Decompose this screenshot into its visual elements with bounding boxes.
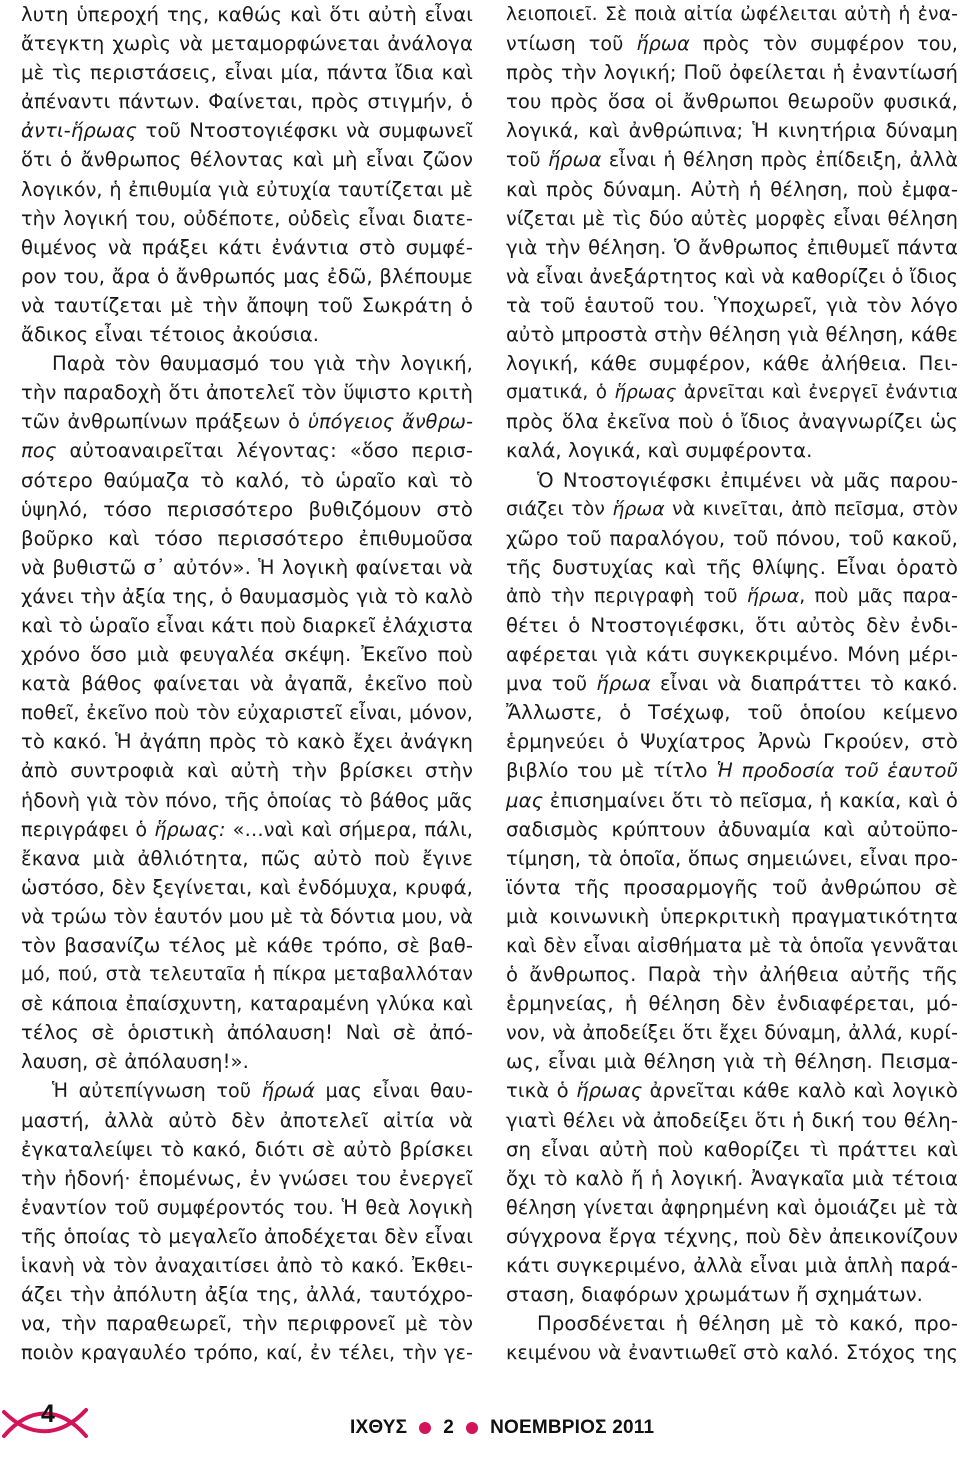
text-line: ἔκανα μιὰ ἀθλιότητα, πῶς αὐτὸ ποὺ ἔγινε: [21, 846, 473, 870]
text-line: λαυση, σὲ ἀπόλαυση!».: [21, 1050, 249, 1074]
text-line: ἐγκαταλείψει τὸ κακό, διότι σὲ αὐτὸ βρίσκει: [21, 1137, 473, 1161]
text-segment: τῶν ἀνθρωπίνων πράξεων ὁ: [21, 410, 308, 434]
text-segment: βιβλίο του μὲ τίτλο: [506, 759, 717, 783]
text-line: καὶ τὸ ὡραῖο εἶναι κάτι ποὺ διαρκεῖ ἐλάχιστα: [21, 613, 473, 637]
italic-text: ἥρωα: [548, 148, 602, 172]
text-line: [506, 145, 958, 174]
text-line: τέλος σὲ ὁριστικὴ ἀπόλαυση! Ναὶ σὲ ἀπό-: [21, 1021, 473, 1045]
text-line: χάνει τὴν ἀξία της, ὁ θαυμασμὸς γιὰ τὸ καλὸ: [21, 584, 473, 608]
text-line: [21, 407, 473, 436]
italic-text: ἥρωας:: [154, 817, 226, 841]
text-line: σότερο θαύμαζα τὸ καλό, τὸ ὡραῖο καὶ τὸ: [21, 468, 473, 492]
text-line: [21, 815, 473, 844]
text-line: κάτι συγκεριμένο, ἀλλὰ εἶναι μιὰ ἁπλὴ παρά-: [506, 1254, 958, 1278]
magazine-name: ΙΧΘΥΣ: [350, 1417, 408, 1438]
text-line: τὸ κακό. Ἡ ἀγάπη πρὸς τὸ κακὸ ἔχει ἀνάγκη: [21, 730, 473, 754]
issue-number: 2: [443, 1417, 455, 1438]
text-line: Ἄλλωστε, ὁ Τσέχωφ, τοῦ ὁποίου κείμενο: [506, 701, 958, 725]
text-line: τὸν βασανίζω τέλος μὲ κάθε τρόπο, σὲ βαθ-: [21, 934, 473, 957]
page-number: 4: [41, 1400, 55, 1428]
text-line: χῶρο τοῦ παραλόγου, τοῦ πόνου, τοῦ κακοῦ,: [506, 526, 958, 550]
separator-dot: [419, 1422, 431, 1434]
text-line: σαδισμὸς κρύπτουν ἀδυναμία καὶ αὐτοϋπο-: [506, 817, 958, 841]
text-line: ση εἶναι αὐτὴ ποὺ καθορίζει τὶ πράττει καὶ: [506, 1137, 958, 1161]
text-line: τὴν λογική του, οὐδέποτε, οὐδεὶς εἶναι διατε-: [21, 206, 473, 230]
text-line: ἑρμηνεύει ὁ Ψυχίατρος Ἀρνὼ Γκρούεν, στὸ: [506, 730, 958, 754]
text-line: [21, 436, 473, 465]
text-line: άζει τὴν ἀπόλυτη ἀξία της, ἀλλά, ταυτόχρο-: [21, 1283, 473, 1307]
text-line: Ὁ Ντοστογιέφσκι ἐπιμένει νὰ μᾶς παρου-: [537, 468, 958, 492]
text-line: ἑρμηνείας, ἡ θέληση δὲν ἐνδιαφέρεται, μό-: [506, 992, 958, 1016]
text-line: θέληση γίνεται ἀφηρημένη καὶ ὁμοιάζει μὲ τὰ: [506, 1195, 958, 1219]
text-segment: ἀρνεῖται καὶ ἐνεργεῖ ἐνάντια: [676, 382, 958, 404]
italic-text: ἥρωα: [636, 32, 690, 56]
text-line: ἀπέναντι πάντων. Φαίνεται, πρὸς στιγμήν, ὁ: [21, 90, 473, 114]
text-line: Προσδένεται ἡ θέληση μὲ τὸ κακό, προ-: [537, 1312, 958, 1336]
text-line: μό, πού, στὰ τελευταῖα ἡ πίκρα μεταβαλλόταν: [21, 964, 473, 986]
text-line: ὁ ἄνθρωπος. Παρὰ τὴν ἀλήθεια αὐτῆς τῆς: [506, 963, 958, 987]
text-line: [506, 378, 958, 407]
text-line: τὴν παραδοχὴ ὅτι ἀποτελεῖ τὸν ὕψιστο κριτὴ: [21, 381, 473, 405]
text-line: τὴν ἡδονή· ἑπομένως, ἐν γνώσει του ἐνεργεῖ: [21, 1166, 473, 1190]
text-line: του πρὸς ὅσα οἱ ἄνθρωποι θεωροῦν φυσικά,: [506, 90, 958, 114]
text-segment: ἀπὸ τὴν περιγραφὴ τοῦ: [506, 585, 747, 607]
text-line: μιὰ κοινωνικὴ ὑπερκριτικὴ πραγματικότητα: [506, 904, 958, 928]
text-line: ἐναντίον τοῦ συμφέροντός του. Ἡ θεὰ λογικὴ: [21, 1195, 473, 1219]
text-segment: μας εἶναι θαυ-: [315, 1079, 473, 1103]
text-line: ὑψηλό, τόσο περισσότερο βυθιζόμουν στὸ: [21, 497, 473, 521]
text-line: [506, 669, 958, 698]
text-line: λυτη ὑπεροχή της, καθώς καὶ ὅτι αὐτὴ εἶναι: [21, 3, 473, 26]
text-segment: εἶναι νὰ διαπράττει τὸ κακό.: [650, 672, 958, 696]
text-segment: «…ναὶ καὶ σήμερα, πάλι,: [225, 817, 473, 841]
page-footer: [0, 1392, 960, 1458]
text-segment: τοῦ Ντοστογιέφσκι νὰ συμφωνεῖ: [137, 119, 473, 143]
text-line: ἄδικος εἶναι τέτοιος ἀκούσια.: [21, 323, 320, 347]
italic-text: Ἡ προδοσία τοῦ ἑαυτοῦ: [716, 759, 958, 783]
text-line: νὰ ταυτίζεται μὲ τὴν ἄποψη τοῦ Σωκράτη ὁ: [21, 293, 473, 317]
text-line: [506, 756, 958, 785]
text-segment: πρὸς τὸν συμφέρον του,: [689, 32, 958, 56]
text-segment: σματικά, ὁ: [506, 382, 615, 404]
text-line: ποθεῖ, ἐκεῖνο ποὺ τὸν εὐχαριστεῖ εἶναι, μόνον,: [21, 701, 473, 725]
text-line: σταση, διαφόρων χρωμάτων ἤ σχημάτων.: [506, 1283, 923, 1307]
text-line: [506, 495, 958, 524]
text-line: ὡστόσο, δὲν ξεγίνεται, καὶ ἐνδόμυχα, κρυφά,: [21, 875, 473, 899]
text-segment: , ποὺ μᾶς παρα-: [799, 585, 958, 607]
text-line: θιμένος νὰ πράξει κάτι ἐνάντια στὸ συμφέ-: [21, 235, 473, 259]
text-line: ἡδονὴ γιὰ τὸν πόνο, τῆς ὁποίας τὸ βάθος μᾶς: [21, 788, 473, 812]
text-line: [506, 29, 958, 58]
text-line: νὰ εἶναι ἀνεξάρτητος καὶ νὰ καθορίζει ὁ ἴδιος: [506, 264, 958, 288]
text-line: μαστή, ἀλλὰ αὐτὸ δὲν ἀποτελεῖ αἰτία νὰ: [21, 1108, 473, 1132]
text-segment: Ἡ αὐτεπίγνωση τοῦ: [52, 1079, 262, 1103]
text-line: ποιὸν κραγαυλέο τρόπο, καί, ἐν τέλει, τὴν γε-: [21, 1341, 473, 1365]
text-line: νίζεται μὲ τὶς δύο αὐτὲς μορφὲς εἶναι θέληση: [506, 206, 958, 230]
text-segment: εἶναι ἡ θέληση πρὸς ἐπίδειξη, ἀλλὰ: [601, 148, 958, 172]
text-line: πρὸς ὅλα ἐκεῖνα ποὺ ὁ ἴδιος ἀναγνωρίζει ὡς: [506, 410, 958, 434]
text-segment: αὐτοαναιρεῖται λέγοντας: «ὅσο περισ-: [56, 439, 473, 463]
issue-date: ΝΟΕΜΒΡΙΟΣ 2011: [490, 1417, 655, 1438]
text-line: γιατὶ θέλει νὰ ἀποδείξει ὅτι ἡ δική του θέλη-: [506, 1108, 958, 1132]
text-line: [506, 786, 958, 815]
text-line: νον, νὰ ἀποδείξει ὅτι ἔχει δύναμη, ἀλλά, κυρί-: [506, 1021, 958, 1045]
text-line: λειοποιεῖ. Σὲ ποιὰ αἰτία ὠφέλειται αὐτὴ ἡ ἐνα-: [506, 4, 958, 25]
italic-text: ἥρωας: [576, 1079, 643, 1103]
text-line: [21, 1076, 473, 1105]
text-line: ὅτι ὁ ἄνθρωπος θέλοντας καὶ μὴ εἶναι ζῶον: [21, 148, 473, 172]
text-line: καὶ δὲν εἶναι αἰσθήματα μὲ τὰ ὁποῖα γεννᾶται: [506, 934, 958, 957]
text-segment: σιάζει τὸν: [506, 498, 613, 520]
text-segment: μνα τοῦ: [506, 672, 597, 696]
text-line: ἀπὸ συντροφιὰ καὶ αὐτὴ τὴν βρίσκει στὴν: [21, 759, 473, 783]
text-line: αὐτὸ μπροστὰ στὴν θέληση γιὰ θέληση, κάθε: [506, 323, 958, 347]
footer-masthead: [350, 1414, 654, 1442]
italic-text: ἥρωα: [746, 585, 800, 607]
text-line: ως, εἶναι μιὰ θέληση γιὰ τὴ θέληση. Πεισμα-: [506, 1050, 958, 1074]
text-line: κατὰ βάθος φαίνεται νὰ ἀγαπᾶ, ἐκεῖνο ποὺ: [21, 672, 473, 696]
text-line: τῆς ὁποίας τὸ μεγαλεῖο ἀποδέχεται δὲν εἶναι: [21, 1224, 473, 1248]
text-line: γιὰ τὴν θέληση. Ὁ ἄνθρωπος ἐπιθυμεῖ πάντα: [506, 235, 958, 259]
text-segment: τικὰ ὁ: [506, 1079, 577, 1103]
text-segment: τοῦ: [506, 148, 549, 172]
text-line: πρὸς τὴν λογική; Ποῦ ὀφείλεται ἡ ἐναντίωσή: [506, 61, 958, 85]
italic-text: ἥρωα: [596, 672, 651, 696]
italic-text: ἥρωά: [261, 1079, 316, 1103]
text-line: σὲ κάποια ἐπαίσχυντη, καταραμένη γλύκα καὶ: [21, 992, 473, 1016]
text-line: λογικά, καὶ ἀνθρώπινα; Ἡ κινητήρια δύναμη: [506, 119, 958, 143]
text-line: λογικόν, ἡ ἐπιθυμία γιὰ εὐτυχία ταυτίζεται μὲ: [21, 177, 473, 201]
text-line: βοῦρκο καὶ τόσο περισσότερο ἐπιθυμοῦσα: [21, 526, 473, 550]
text-segment: ἐπισημαίνει ὅτι τὸ πεῖσμα, ἡ κακία, καὶ ὁ: [543, 788, 958, 812]
text-line: τῆς δυστυχίας καὶ τῆς θλίψης. Εἶναι ὁρατὸ: [506, 555, 958, 579]
text-line: θέτει ὁ Ντοστογιέφσκι, ὅτι αὐτὸς δὲν ἐνδι-: [506, 613, 958, 637]
italic-text: πος: [21, 439, 57, 463]
separator-dot: [466, 1422, 478, 1434]
text-line: [506, 582, 958, 611]
italic-text: μας: [506, 788, 544, 812]
text-line: νὰ βυθιστῶ σ᾽ αὐτόν». Ἡ λογικὴ φαίνεται νὰ: [21, 555, 473, 579]
text-segment: νὰ κινεῖται, ἀπὸ πεῖσμα, στὸν: [664, 498, 958, 520]
text-line: μὲ τὶς περιστάσεις, εἶναι μία, πάντα ἴδια καὶ: [21, 61, 473, 85]
italic-text: ἥρωας: [614, 382, 677, 404]
text-segment: ντίωση τοῦ: [506, 32, 637, 56]
left-text-column: [21, 0, 473, 1367]
text-line: να, τὴν παραθεωρεῖ, τὴν περιφρονεῖ μὲ τὸν: [21, 1312, 473, 1336]
text-line: χρόνο ὅσο μιὰ φευγαλέα σκέψη. Ἐκεῖνο ποὺ: [21, 643, 473, 667]
text-segment: ἀρνεῖται κάθε καλὸ καὶ λογικὸ: [642, 1079, 958, 1103]
text-line: καὶ πρὸς δύναμη. Αὐτὴ ἡ θέληση, ποὺ ἐμφα-: [506, 177, 958, 201]
text-line: νὰ τρώω τὸν ἑαυτόν μου μὲ τὰ δόντια μου, νὰ: [21, 904, 473, 928]
italic-text: ἥρωα: [612, 498, 665, 520]
italic-text: ἀντι-ἥρωας: [21, 119, 138, 143]
text-line: ϊόντα τῆς προσαρμογῆς τοῦ ἀνθρώπου σὲ: [506, 875, 958, 899]
text-line: Παρὰ τὸν θαυμασμό του γιὰ τὴν λογική,: [52, 352, 473, 376]
text-line: τίμηση, τὰ ὁποῖα, ὅπως σημειώνει, εἶναι προ-: [506, 846, 958, 870]
text-segment: περιγράφει ὁ: [21, 817, 155, 841]
text-line: κειμένου νὰ ἐναντιωθεῖ στὸ καλό. Στόχος της: [506, 1341, 958, 1365]
text-line: ρον του, ἄρα ὁ ἄνθρωπός μας ἐδῶ, βλέπουμε: [21, 264, 473, 288]
text-line: τὰ τοῦ ἑαυτοῦ του. Ὑποχωρεῖ, γιὰ τὸν λόγο: [506, 293, 958, 317]
italic-text: ὑπόγειος ἄνθρω-: [307, 410, 473, 434]
text-line: καλά, λογικά, καὶ συμφέροντα.: [506, 439, 813, 463]
text-line: λογική, κάθε συμφέρον, κάθε ἀλήθεια. Πει-: [506, 352, 958, 376]
text-line: ἱκανὴ νὰ τὸν ἀναχαιτίσει ἀπὸ τὸ κακό. Ἐκθει-: [21, 1254, 473, 1278]
text-line: ἄτεγκτη χωρὶς νὰ μεταμορφώνεται ἀνάλογα: [21, 32, 473, 56]
text-line: ὄχι τὸ καλὸ ἤ ἡ λογική. Ἀναγκαῖα μιὰ τέτοια: [506, 1166, 958, 1190]
text-line: σύγχρονα ἔργα τέχνης, ποὺ δὲν ἀπεικονίζουν: [506, 1224, 958, 1248]
right-text-column: [506, 0, 958, 1367]
text-line: αφέρεται γιὰ κάτι συγκεκριμένο. Μόνη μέρι-: [506, 643, 958, 667]
text-line: [21, 116, 473, 145]
text-line: [506, 1076, 958, 1105]
